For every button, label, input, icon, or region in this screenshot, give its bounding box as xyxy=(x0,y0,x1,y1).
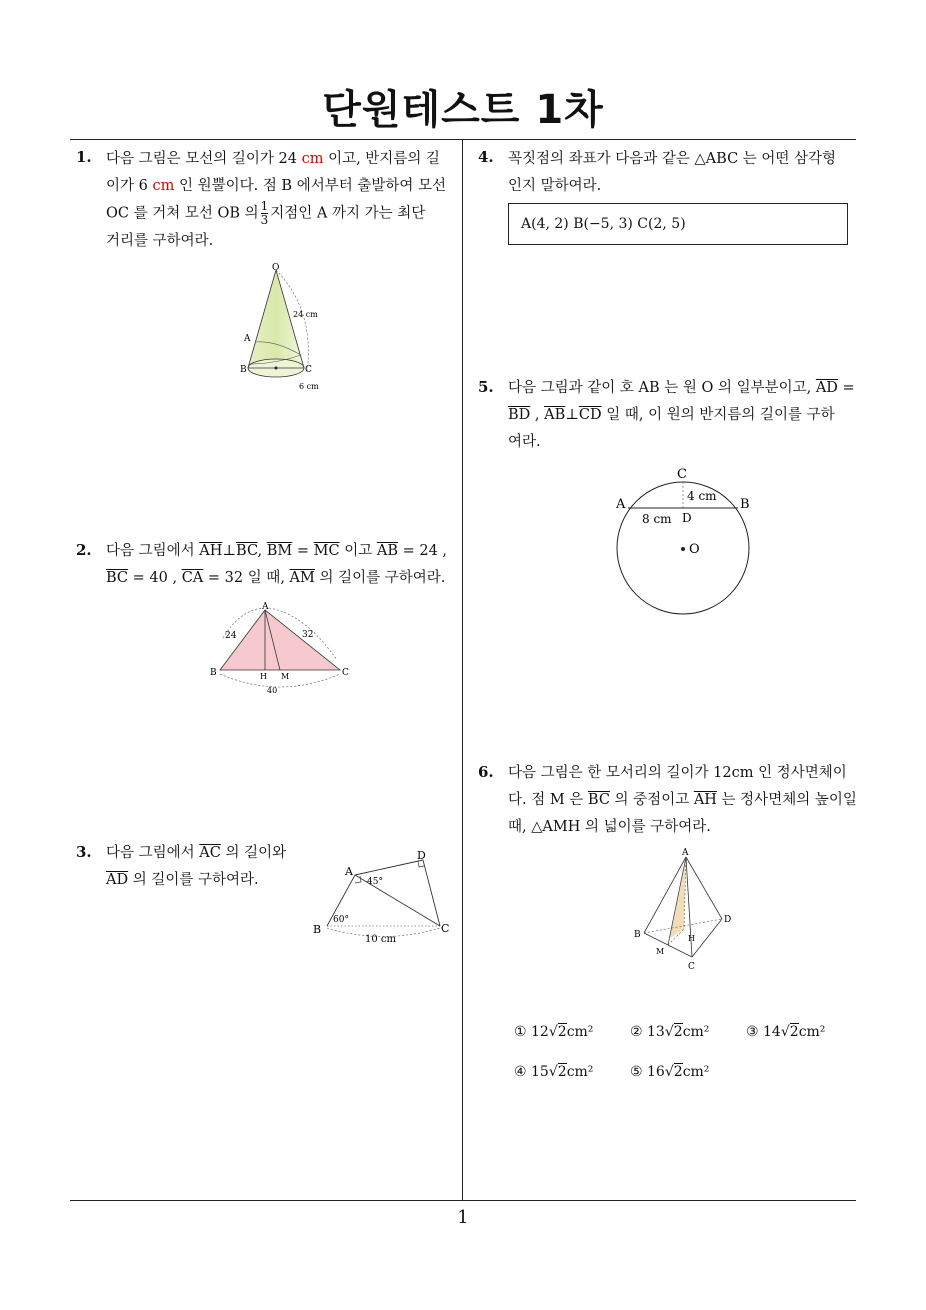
sqrt-symbol: √ xyxy=(548,1064,558,1080)
q6-label-D: D xyxy=(724,915,732,925)
question-4-text xyxy=(508,146,860,200)
choice-1[interactable] xyxy=(514,1024,593,1040)
q1-cone-figure xyxy=(235,260,335,395)
question-2-text xyxy=(106,538,458,592)
q5-label-O: O xyxy=(689,542,700,557)
q1-text-3: 이가 6 xyxy=(106,178,148,194)
choice-unit: cm² xyxy=(798,1024,826,1040)
text-segment: , xyxy=(257,543,267,559)
q1-label-C: C xyxy=(305,365,312,375)
page-number: 1 xyxy=(457,1207,469,1228)
q5-label-B: B xyxy=(740,497,750,512)
q4-coordinates-box: A(4, 2) B(−5, 3) C(2, 5) xyxy=(508,203,848,245)
q1-fraction-denominator: 3 xyxy=(260,213,269,227)
question-2-number: 2. xyxy=(76,541,92,559)
q1-text-1: 다음 그림은 모선의 길이가 24 xyxy=(106,151,297,167)
segment-label: $\overline{AD}$ xyxy=(106,872,129,888)
sqrt-symbol: √ xyxy=(780,1024,790,1040)
sqrt-symbol: √ xyxy=(548,1024,558,1040)
question-6-text xyxy=(508,760,860,841)
segment-label: $\overline{AC}$ xyxy=(199,845,221,861)
text-segment: = xyxy=(837,380,855,396)
choice-mark: ① xyxy=(514,1024,532,1040)
q1-text-6: 거리를 구하여라. xyxy=(106,232,214,249)
question-3-text xyxy=(106,840,306,894)
choice-unit: cm² xyxy=(682,1024,710,1040)
text-segment: = xyxy=(292,543,314,559)
column-divider xyxy=(462,139,463,1201)
text-segment: ⊥ xyxy=(565,407,579,423)
q5-label-D: D xyxy=(682,511,692,525)
choice-coefficient: 15 xyxy=(531,1064,549,1080)
q2-label-C: C xyxy=(342,668,349,678)
q6-label-C: C xyxy=(688,962,695,972)
q6-label-B: B xyxy=(634,930,641,940)
segment-label: $\overline{CD}$ xyxy=(578,407,602,423)
q3-figure xyxy=(305,840,455,950)
q3-label-60: 60° xyxy=(333,915,349,925)
segment-label: $\overline{BC}$ xyxy=(106,570,129,586)
q4-line-1: 꼭짓점의 좌표가 다음과 같은 △ABC 는 어떤 삼각형 xyxy=(508,151,837,167)
segment-label: $\overline{AH}$ xyxy=(199,543,223,559)
question-5-text xyxy=(508,375,860,456)
segment-label: $\overline{MC}$ xyxy=(313,543,340,559)
q1-unit-1: cm xyxy=(301,151,324,167)
q2-label-A: A xyxy=(262,602,269,612)
text-segment: 의 길이와 xyxy=(220,845,287,861)
q1-fraction-numerator: 1 xyxy=(260,199,269,213)
choice-radicand: 2 xyxy=(557,1024,567,1040)
text-segment: = 40 , xyxy=(128,570,182,586)
text-segment: = 32 일 때, xyxy=(203,570,290,586)
text-segment: 의 중점이고 xyxy=(609,792,694,808)
text-segment: 의 길이를 구하여라. xyxy=(128,872,259,888)
q1-fraction xyxy=(261,200,269,227)
choice-4[interactable] xyxy=(514,1064,593,1080)
question-4-number: 4. xyxy=(478,148,494,166)
q1-label-O: O xyxy=(272,263,280,273)
q2-label-B: B xyxy=(210,668,217,678)
q2-label-bc: 40 xyxy=(267,686,278,695)
q3-label-C: C xyxy=(441,922,450,935)
q3-label-45: 45° xyxy=(367,877,383,887)
q1-label-r: 6 cm xyxy=(299,382,319,391)
text-segment: 이고 xyxy=(339,543,377,559)
q2-line-1 xyxy=(106,538,458,565)
segment-label: $\overline{AB}$ xyxy=(376,543,398,559)
segment-label: $\overline{AM}$ xyxy=(289,570,315,586)
question-6-number: 6. xyxy=(478,763,494,781)
q2-label-ab: 24 xyxy=(225,631,237,641)
text-segment: 다. 점 M 은 xyxy=(508,792,588,808)
choice-unit: cm² xyxy=(682,1064,710,1080)
q5-line-1 xyxy=(508,375,860,402)
text-segment: ⊥ xyxy=(222,543,237,559)
q2-triangle-figure xyxy=(205,600,355,700)
page-title: 단원테스트 1차 xyxy=(322,87,604,133)
segment-label: $\overline{BC}$ xyxy=(236,543,258,559)
choice-5[interactable] xyxy=(630,1064,709,1080)
text-segment: = 24 , xyxy=(397,543,448,559)
segment-label: $\overline{AH}$ xyxy=(693,792,717,808)
q1-text-5a: OC 를 거쳐 모선 OB 의 xyxy=(106,205,259,222)
q5-circle-figure xyxy=(605,460,765,620)
q1-label-B: B xyxy=(240,365,247,375)
text-segment: 의 길이를 구하여라. xyxy=(314,570,446,586)
q1-label-len: 24 cm xyxy=(293,310,318,319)
segment-label: $\overline{AB}$ xyxy=(544,407,566,423)
choice-mark: ② xyxy=(630,1024,648,1040)
text-segment: 여라. xyxy=(508,434,541,450)
choice-radicand: 2 xyxy=(673,1024,683,1040)
bottom-rule xyxy=(70,1200,856,1201)
choice-coefficient: 16 xyxy=(647,1064,665,1080)
choice-coefficient: 14 xyxy=(763,1024,781,1040)
segment-label: $\overline{BD}$ xyxy=(508,407,531,423)
choice-mark: ③ xyxy=(746,1024,764,1040)
q1-unit-2: cm xyxy=(152,178,175,194)
q1-text-4: 인 원뿔이다. 점 B 에서부터 출발하여 모선 xyxy=(178,178,446,194)
choice-3[interactable] xyxy=(746,1024,825,1040)
q6-tetrahedron-figure xyxy=(630,845,740,975)
choice-coefficient: 13 xyxy=(647,1024,665,1040)
q5-label-C: C xyxy=(677,467,687,482)
q3-label-D: D xyxy=(417,849,426,862)
q6-label-H: H xyxy=(688,934,695,943)
choice-2[interactable] xyxy=(630,1024,709,1040)
q2-line-2 xyxy=(106,565,458,592)
q3-label-A: A xyxy=(345,865,353,878)
question-5-number: 5. xyxy=(478,378,494,396)
q5-label-A: A xyxy=(616,497,626,512)
segment-label: $\overline{CA}$ xyxy=(181,570,204,586)
choice-mark: ⑤ xyxy=(630,1064,648,1080)
q2-label-H: H xyxy=(260,672,267,681)
choice-unit: cm² xyxy=(566,1024,594,1040)
text-segment: , xyxy=(530,407,545,423)
q5-label-ad: 8 cm xyxy=(642,512,672,526)
q2-label-M: M xyxy=(281,672,290,681)
q5-line-3 xyxy=(508,429,860,456)
choice-mark: ④ xyxy=(514,1064,532,1080)
question-1-number: 1. xyxy=(76,148,92,166)
q6-line-3 xyxy=(508,814,860,841)
text-segment: 일 때, 이 원의 반지름의 길이를 구하 xyxy=(601,407,835,423)
q3-line-2 xyxy=(106,867,306,894)
text-segment: 는 정사면체의 높이일 xyxy=(716,792,857,808)
q1-label-A: A xyxy=(244,334,251,344)
text-segment: 다음 그림은 한 모서리의 길이가 12cm 인 정사면체이 xyxy=(508,765,847,781)
segment-label: $\overline{BM}$ xyxy=(266,543,293,559)
text-segment: 다음 그림과 같이 호 AB 는 원 O 의 일부분이고, xyxy=(508,380,816,396)
question-1-text xyxy=(106,146,456,255)
choice-radicand: 2 xyxy=(557,1064,567,1080)
choice-unit: cm² xyxy=(566,1064,594,1080)
text-segment: 때, △AMH 의 넓이를 구하여라. xyxy=(508,819,711,835)
q3-label-B: B xyxy=(313,923,322,936)
q6-line-2 xyxy=(508,787,860,814)
q3-line-1 xyxy=(106,840,306,867)
q1-text-2: 이고, 반지름의 길 xyxy=(328,151,440,167)
q3-label-bc: 10 cm xyxy=(365,934,396,945)
q6-line-1 xyxy=(508,760,860,787)
q4-line-2: 인지 말하여라. xyxy=(508,178,602,194)
q5-label-cd: 4 cm xyxy=(687,489,717,503)
q6-label-A: A xyxy=(682,848,689,858)
text-segment: 다음 그림에서 xyxy=(106,543,200,559)
q2-label-ac: 32 xyxy=(302,630,314,640)
question-3-number: 3. xyxy=(76,843,92,861)
segment-label: $\overline{AD}$ xyxy=(815,380,838,396)
sqrt-symbol: √ xyxy=(664,1064,674,1080)
choice-coefficient: 12 xyxy=(531,1024,549,1040)
choice-radicand: 2 xyxy=(673,1064,683,1080)
top-rule xyxy=(70,139,856,140)
q1-text-5b: 지점인 A 까지 가는 최단 xyxy=(270,205,426,222)
q6-label-M: M xyxy=(656,947,665,956)
choice-radicand: 2 xyxy=(789,1024,799,1040)
q5-line-2 xyxy=(508,402,860,429)
text-segment: 다음 그림에서 xyxy=(106,845,200,861)
sqrt-symbol: √ xyxy=(664,1024,674,1040)
segment-label: $\overline{BC}$ xyxy=(587,792,610,808)
